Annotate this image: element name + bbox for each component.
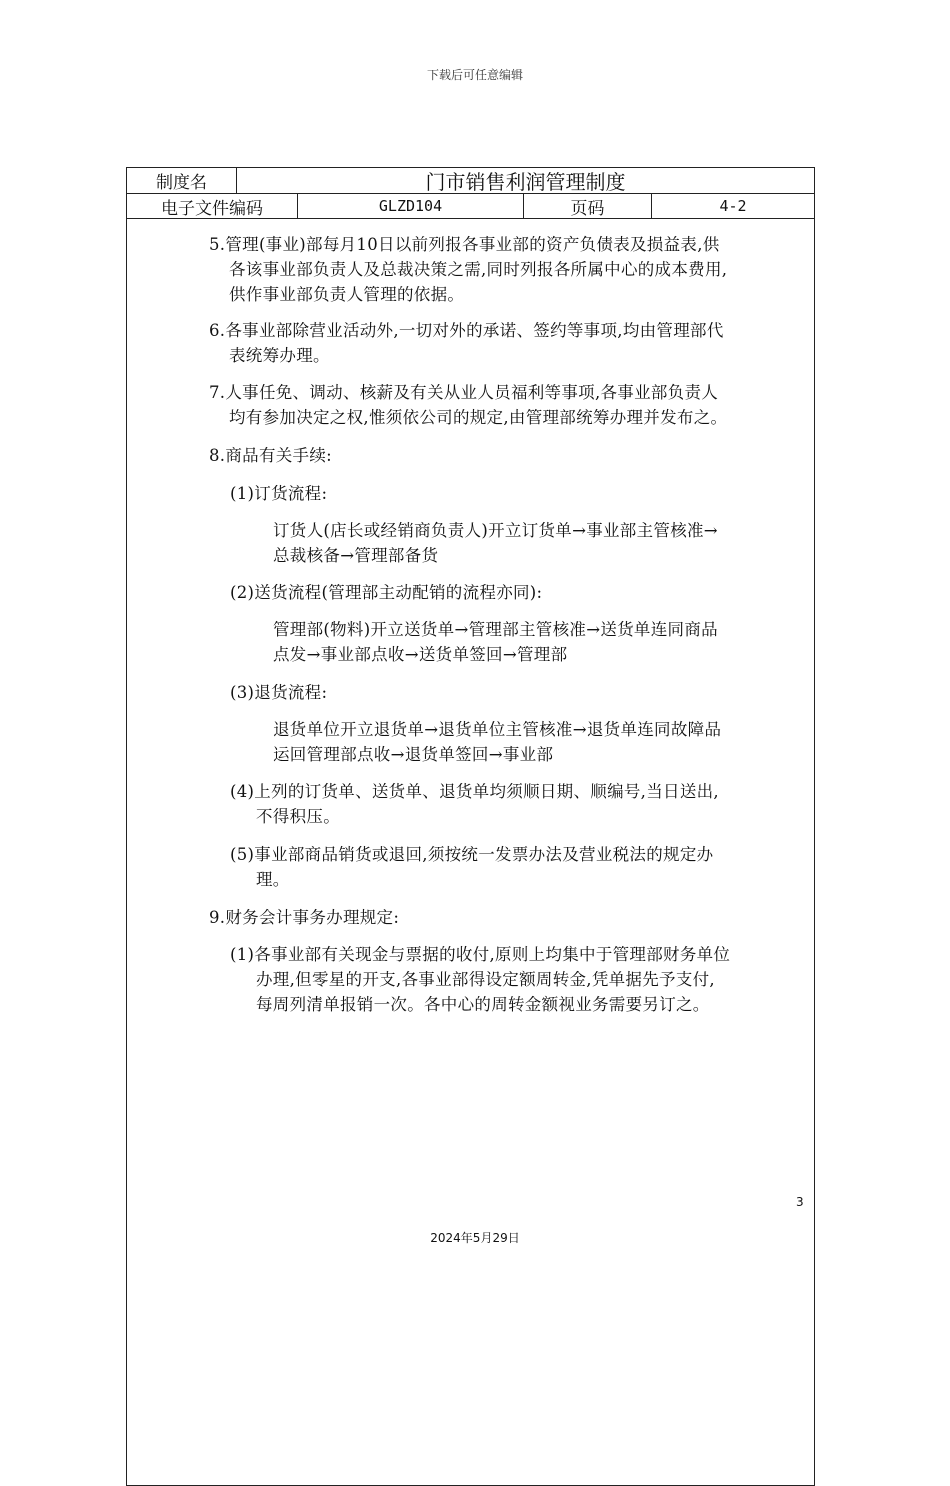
page-code: 4-2 (719, 197, 747, 215)
line: 理。 (256, 870, 290, 889)
line: 表统筹办理。 (229, 346, 330, 365)
line: (1)各事业部有关现金与票据的收付,原则上均集中于管理部财务单位 (230, 945, 731, 964)
document-title: 门市销售利润管理制度 (425, 170, 626, 194)
line: 均有参加决定之权,惟须依公司的规定,由管理部统筹办理并发布之。 (229, 408, 728, 427)
code-cell (297, 194, 523, 218)
page-cell (651, 194, 814, 218)
line: 订货人(店长或经销商负责人)开立订货单→事业部主管核准→ (273, 521, 718, 540)
label-name: 制度名 (156, 173, 207, 193)
line: (3)退货流程: (230, 683, 328, 702)
title-row (126, 167, 815, 194)
title-cell (236, 168, 814, 193)
label-page-cell (523, 194, 651, 218)
footer-date: 2024年5月29日 (430, 1231, 520, 1245)
line: 不得积压。 (256, 807, 340, 826)
label-code: 电子文件编码 (161, 198, 263, 219)
line: 8.商品有关手续: (209, 446, 333, 465)
line: 6.各事业部除营业活动外,一切对外的承诺、签约等事项,均由管理部代 (209, 321, 724, 340)
line: (1)订货流程: (230, 484, 328, 503)
document-code: GLZD104 (378, 197, 443, 215)
line: 7.人事任免、调动、核薪及有关从业人员福利等事项,各事业部负责人 (209, 383, 719, 402)
line: (5)事业部商品销货或退回,须按统一发票办法及营业税法的规定办 (230, 845, 714, 864)
line: 运回管理部点收→退货单签回→事业部 (273, 745, 554, 764)
line: 9.财务会计事务办理规定: (209, 908, 400, 927)
label-page: 页码 (570, 198, 605, 219)
line: 每周列清单报销一次。各中心的周转金额视业务需要另订之。 (256, 995, 710, 1014)
header-note: 下载后可任意编辑 (426, 68, 523, 82)
line: 各该事业部负责人及总裁决策之需,同时列报各所属中心的成本费用, (229, 260, 728, 279)
line: 总裁核备→管理部备货 (273, 546, 439, 565)
label-code-cell (127, 194, 297, 218)
line: 供作事业部负责人管理的依据。 (229, 285, 465, 304)
line: (2)送货流程(管理部主动配销的流程亦同): (230, 583, 543, 602)
code-row (126, 193, 815, 219)
label-name-cell (127, 168, 236, 193)
line: 点发→事业部点收→送货单签回→管理部 (273, 645, 568, 664)
page-number: 3 (796, 1195, 804, 1209)
line: 退货单位开立退货单→退货单位主管核准→退货单连同故障品 (273, 720, 722, 739)
line: 管理部(物料)开立送货单→管理部主管核准→送货单连同商品 (273, 620, 718, 639)
line: 5.管理(事业)部每月10日以前列报各事业部的资产负债表及损益表,供 (209, 235, 720, 254)
line: (4)上列的订货单、送货单、退货单均须顺日期、顺编号,当日送出, (230, 782, 719, 801)
line: 办理,但零星的开支,各事业部得设定额周转金,凭单据先予支付, (256, 970, 715, 989)
